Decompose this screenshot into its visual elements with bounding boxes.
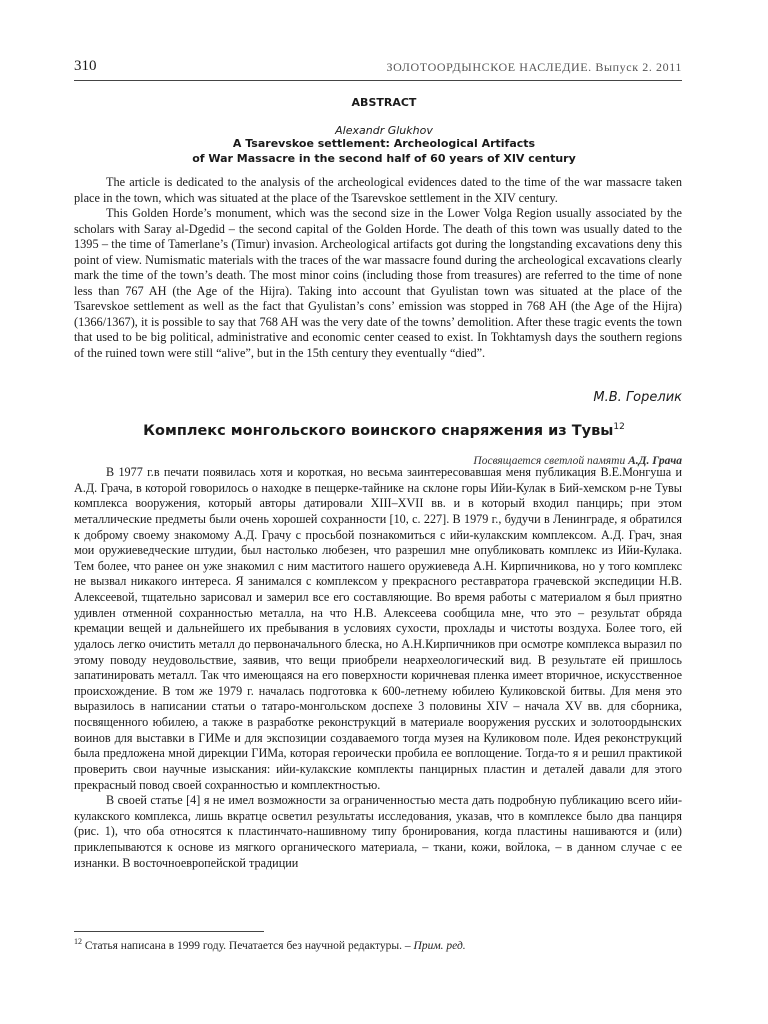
abstract-body — [74, 175, 682, 361]
page-number: 310 — [74, 58, 97, 74]
running-head: ЗОЛОТООРДЫНСКОЕ НАСЛЕДИЕ. Выпуск 2. 2011 — [386, 60, 682, 74]
abstract-heading: ABSTRACT — [351, 96, 417, 109]
dedication-name: А.Д. Грача — [628, 455, 682, 467]
article-title-text: Комплекс монгольского воинского снаряжения из Тувы — [143, 422, 614, 439]
abstract-paragraph: The article is dedicated to the analysis of the archeological evidences dated to the time of the war massacre taken place in the town, which was situated at the place of the Tsarevskoe settlement in the XIV century. — [74, 175, 682, 205]
footnote-mark: 12 — [74, 937, 82, 946]
page-header — [74, 58, 682, 81]
title-footnote-mark[interactable]: 12 — [613, 422, 625, 432]
footnote-editor-note: Прим. ред. — [413, 939, 466, 952]
dedication-prefix: Посвящается светлой памяти — [473, 455, 629, 467]
body-paragraph: В 1977 г.в печати появилась хотя и короткая, но весьма заинтересовавшая меня публикация В.Е.Монгуша и А.Д. Грача, в которой говорилось о находке в пещерке-тайнике на склоне горы Ийи-Кулак в Бий-хемском р-не Тувы комплекса вооружения, который авторы датировали XIII–XVII вв. и в который входил панцирь; при этом металлические предметы были очень хорошей сохранности [10, с. 227]. В 1979 г., будучи в Ленинграде, я обратился к доброму своему знакомому А.Д. Грачу с просьбой познакомиться с ийи-кулакским комплексом. А.Д. Грач, зная мои оружиеведческие штудии, был настолько любезен, что разрешил мне опубликовать комплекс из Ийи-Кулака. Тем более, что ранее он уже знакомил с ним маститого нашего оружиеведа А.Н. Кирпичникова, но у того комплекс не вызвал никакого интереса. Я занимался с комплексом у прекрасного реставратора грачевской экспедиции Н.В. Алексеевой, тщательно зарисовал и замерил все его составляющие. Во время работы с материалом я был приятно удивлен отменной сохранностью металла, на что Н.В. Алексеева сообщила мне, что это – результат обряда кремации вещей и дальнейшего их пребывания в условиях сухости, прохлады и чистоты воздуха. Более того, ей удалось легко очистить металл до первоначального блеска, но А.Н.Кирпичников при осмотре комплекса выразил по этому поводу неудовольствие, заявив, что вещи приобрели неархеологический вид. В результате ей пришлось запатинировать металл. Так что имеющаяся на его поверхности коричневая пленка имеет вторичное, искусственное происхождение. В том же 1979 г. началась подготовка к 600-летнему юбилею Куликовской битвы. Для меня это выразилось в написании статьи о татаро-монгольском доспехе 3 половины XIV – начала XV вв. для сборника, посвященного юбилею, а также в разработке реконструкций в материале вооружения русских и золотоордынских воинов для выставки в ГИМе и для экспозиции создаваемого тогда музея на Куликовом поле. Идея реконструкций была предложена мной дирекции ГИМа, которая героически пробила ее воплощение. Тогда-то я и решил практикой проверить свои научные изыскания: ийи-кулакские комплекты панцирных пластин и деталей давали для этого прекрасный повод своей сохранностью и комплектностью. — [74, 465, 682, 792]
abstract-title — [0, 136, 768, 166]
abstract-paragraph: This Golden Horde’s monument, which was the second size in the Lower Volga Region usually associated by the scholars with Saray al-Dgedid – the second capital of the Golden Horde. The death of this town was usually dated to the 1395 – the time of Tamerlane’s (Timur) invasion. Archeological artifacts got during the longstanding excavations deny this point of view. Numismatic materials with the traces of the war massacre found during the archeological excavations clearly mark the time of the town’s death. The most minor coins (including those from treasures) are referred to the time of none less than 767 AH (the Age of the Hijra). Taking into account that Gyulistan town was situated at the place of the Tsarevskoe settlement as well as the fact that Gyulistan’s cons’ emission was stopped in 768 AH (the Age of the Hijra) (1366/1367), it is possible to say that 768 AH was the very date of the towns’ demolition. After these tragic events the town that used to be big political, administrative and economic center ceased to exist. In Tokhtamysh days the southern regions of the ruined town were still “alive”, but in the 15th century they eventually “died”. — [74, 206, 682, 360]
article-author: М.В. Горелик — [593, 390, 682, 405]
footnote-text: Статья написана в 1999 году. Печатается без научной редактуры. – — [84, 939, 414, 952]
body-paragraph: В своей статье [4] я не имел возможности за ограниченностью места дать подробную публикацию всего ийи-кулакского комплекса, лишь вкратце осветил результаты исследования, указав, что в комплексе было два панциря (рис. 1), что оба относятся к пластинчато-нашивному типу бронирования, когда пластины нашиваются и (или) приклепываются к основе из мягкого органического материала, – ткани, кожи, войлока, – в данном случае с ее изнанки. В восточноевропейской традиции — [74, 793, 682, 870]
footnote-divider — [74, 931, 264, 932]
abstract-author: Alexandr Glukhov — [335, 124, 433, 137]
article-body — [74, 465, 682, 871]
article-title — [0, 422, 768, 439]
footnote — [74, 937, 682, 952]
abstract-title-line-1: A Tsarevskoe settlement: Archeological Artifacts — [232, 137, 536, 150]
abstract-title-line-2: of War Massacre in the second half of 60 years of XIV century — [192, 152, 576, 165]
